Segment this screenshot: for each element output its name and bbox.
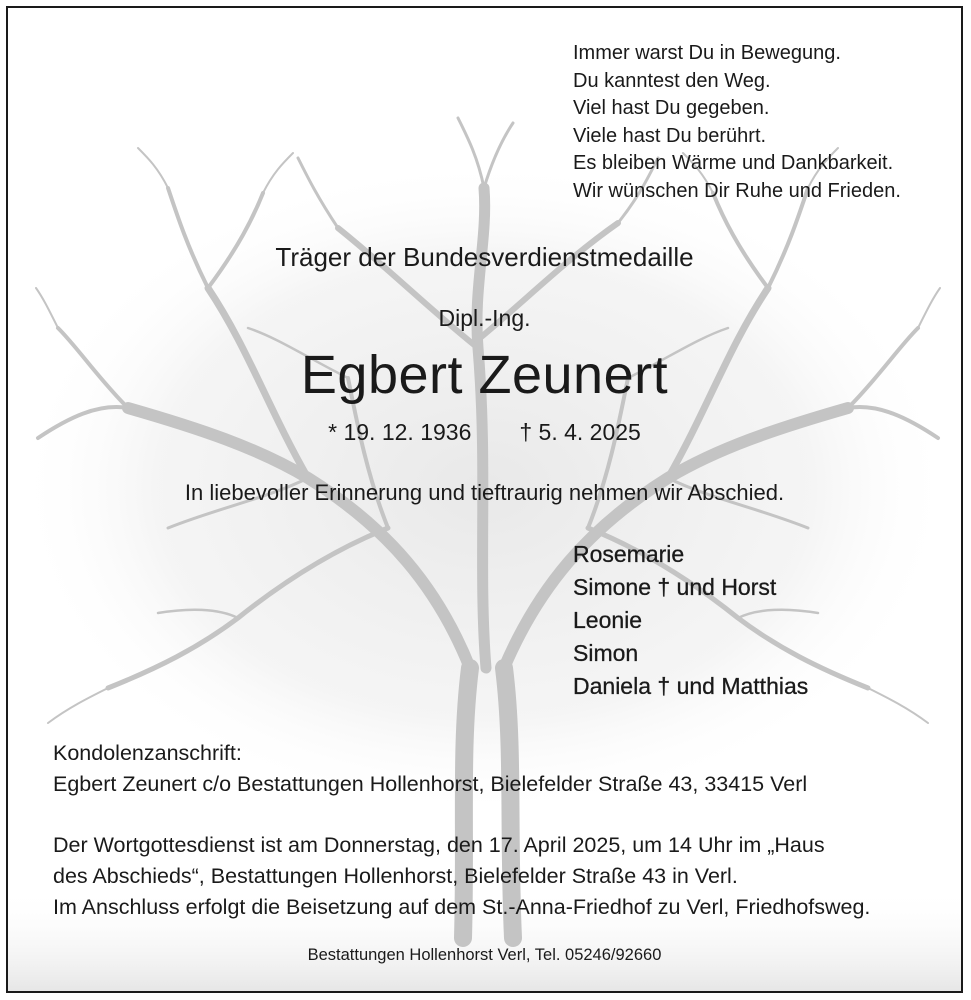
service-line: Der Wortgottesdienst ist am Donnerstag, den 17. April 2025, um 14 Uhr im „Haus xyxy=(53,833,825,857)
deceased-name: Egbert Zeunert xyxy=(300,345,669,405)
poem-line: Wir wünschen Dir Ruhe und Frieden. xyxy=(573,179,901,202)
life-dates xyxy=(8,419,961,446)
condolence-block xyxy=(53,738,807,800)
award-line: Träger der Bundesverdienstmedaille xyxy=(275,242,694,272)
poem-line: Immer warst Du in Bewegung. xyxy=(573,42,841,64)
condolence-address: Egbert Zeunert c/o Bestattungen Hollenhorst, Bielefelder Straße 43, 33415 Verl xyxy=(53,772,808,796)
family-list xyxy=(573,538,808,703)
poem-line: Viel hast Du gegeben. xyxy=(573,97,770,119)
birth-date: * 19. 12. 1936 xyxy=(328,419,472,445)
poem-line: Es bleiben Wärme und Dankbarkeit. xyxy=(573,152,894,174)
academic-title: Dipl.-Ing. xyxy=(438,305,531,331)
service-line: des Abschieds“, Bestattungen Hollenhorst, Bielefelder Straße 43 in Verl. xyxy=(53,864,738,888)
family-member: Simon xyxy=(573,640,639,666)
family-member: Simone † und Horst xyxy=(573,574,777,600)
family-member: Daniela † und Matthias xyxy=(573,673,809,699)
poem xyxy=(573,40,901,205)
footer-contact: Bestattungen Hollenhorst Verl, Tel. 05246/92660 xyxy=(307,946,662,964)
family-member: Leonie xyxy=(573,607,643,633)
poem-line: Du kanntest den Weg. xyxy=(573,69,771,92)
service-line: Im Anschluss erfolgt die Beisetzung auf dem St.-Anna-Friedhof zu Verl, Friedhofsweg. xyxy=(53,895,871,919)
poem-line: Viele hast Du berührt. xyxy=(573,124,767,147)
death-date: † 5. 4. 2025 xyxy=(519,419,641,445)
service-block xyxy=(53,830,870,923)
farewell-line: In liebevoller Erinnerung und tieftraurig nehmen wir Abschied. xyxy=(184,480,785,505)
family-member: Rosemarie xyxy=(573,541,685,567)
condolence-label: Kondolenzanschrift: xyxy=(53,741,242,765)
obituary-notice xyxy=(6,6,963,993)
